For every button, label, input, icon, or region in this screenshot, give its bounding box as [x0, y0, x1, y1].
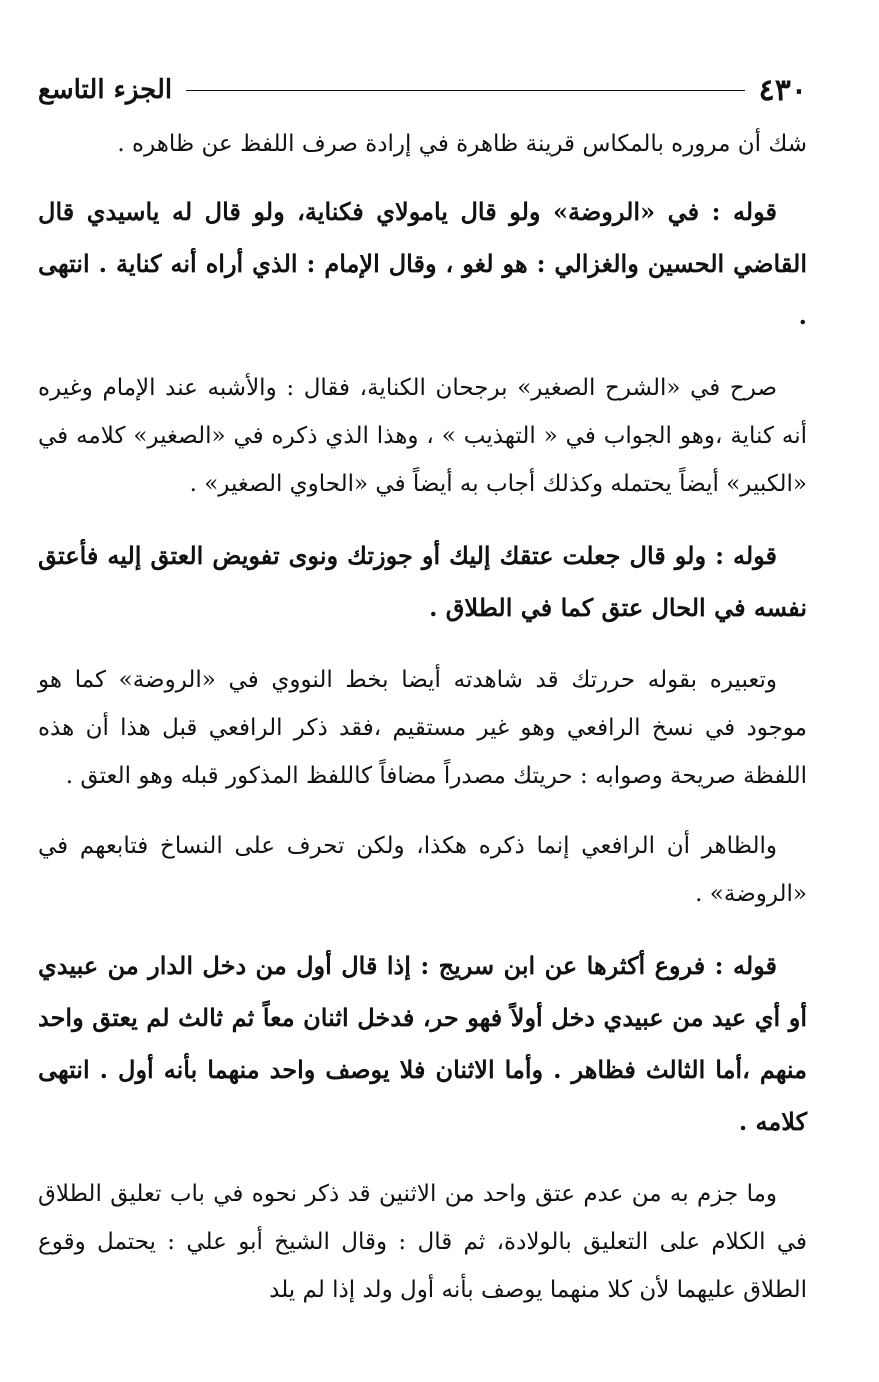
commentary-paragraph: وتعبيره بقوله حررتك قد شاهدته أيضا بخط النووي في «الروضة» كما هو موجود في نسخ الرافعي وهو غير مستقيم ،فقد ذكر الرافعي قبل هذا أن هذه اللفظة صريحة وصوابه : حريتك مصدراً مضافاً كاللفظ المذكور قبله وهو العتق . — [38, 667, 807, 789]
quoted-passage: قوله : فروع أكثرها عن ابن سريج : إذا قال أول من دخل الدار من عبيدي أو أي عيد من عبيدي دخل أولاً فهو حر، فدخل اثنان معاً ثم ثالث لم يعتق واحد منهم ،أما الثالث فظاهر . وأما الاثنان فلا يوصف واحد منهما بأنه أول . انتهى كلامه . — [38, 951, 807, 1136]
quoted-passage: قوله : في «الروضة» ولو قال يامولاي فكناية، ولو قال له ياسيدي قال القاضي الحسين والغزالي : هو لغو ، وقال الإمام : الذي أراه أنه كناية . انتهى . — [38, 197, 807, 330]
running-title: الجزء التاسع — [38, 75, 173, 105]
page-body — [38, 120, 807, 1314]
quoted-passage: قوله : ولو قال جعلت عتقك إليك أو جوزتك ونوى تفويض العتق إليه فأعتق نفسه في الحال عتق كما في الطلاق . — [38, 541, 807, 622]
header-rule — [186, 90, 745, 91]
page-header — [38, 68, 807, 112]
page-number: ٤٣٠ — [758, 72, 807, 108]
commentary-paragraph: صرح في «الشرح الصغير» برجحان الكناية، فقال : والأشبه عند الإمام وغيره أنه كناية ،وهو الجواب في « التهذيب » ، وهذا الذي ذكره في «الصغير» كلامه في «الكبير» أيضاً يحتمله وكذلك أجاب به أيضاً في «الحاوي الصغير» . — [38, 375, 807, 497]
commentary-paragraph: والظاهر أن الرافعي إنما ذكره هكذا، ولكن تحرف على النساخ فتابعهم في «الروضة» . — [38, 833, 807, 907]
commentary-paragraph: وما جزم به من عدم عتق واحد من الاثنين قد ذكر نحوه في باب تعليق الطلاق في الكلام على التعليق بالولادة، ثم قال : وقال الشيخ أبو علي : يحتمل وقوع الطلاق عليهما لأن كلا منهما يوصف بأنه أول ولد إذا لم يلد — [38, 1181, 807, 1303]
continuation-paragraph: شك أن مروره بالمكاس قرينة ظاهرة في إرادة صرف اللفظ عن ظاهره . — [117, 131, 807, 157]
